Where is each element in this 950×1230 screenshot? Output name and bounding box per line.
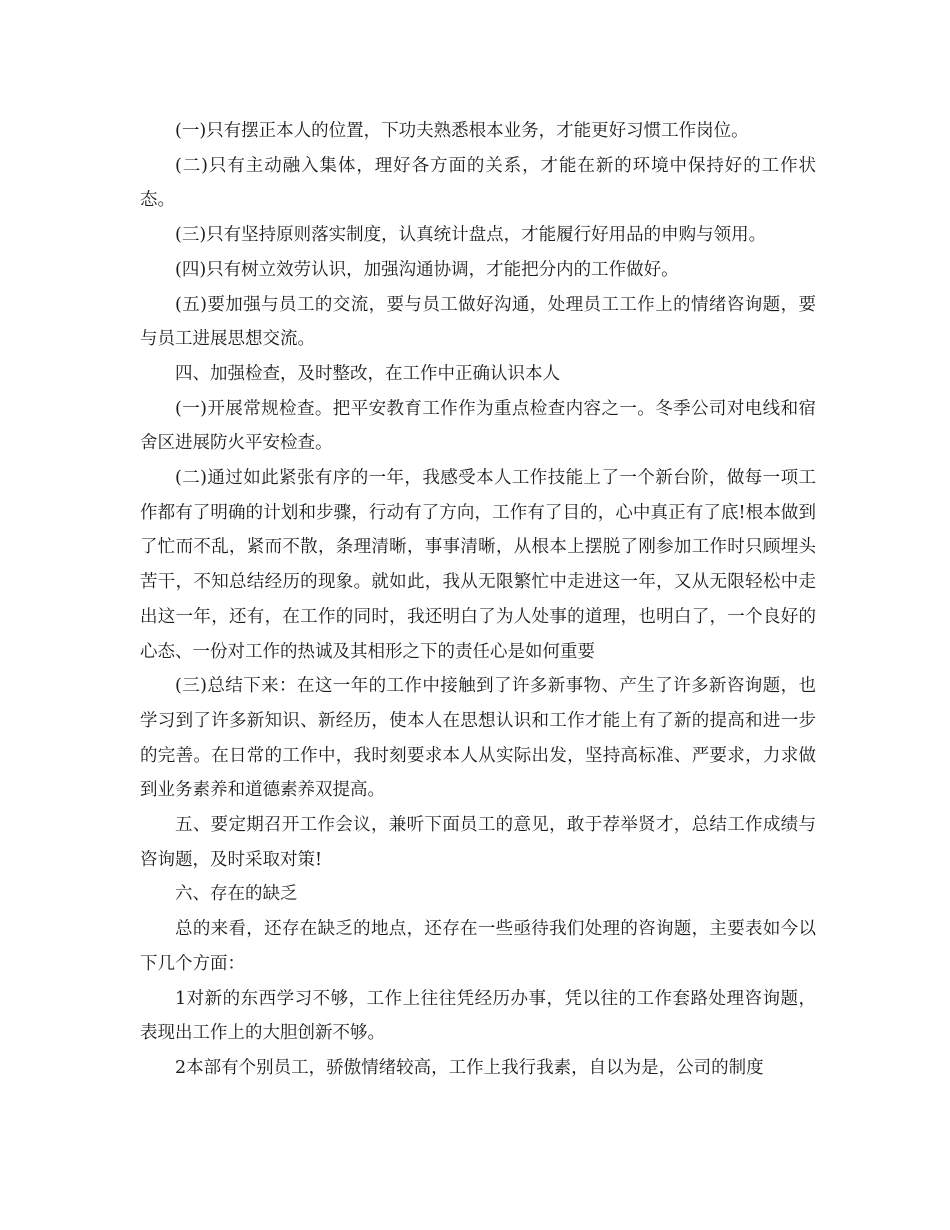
paragraph: (三)总结下来：在这一年的工作中接触到了许多新事物、产生了许多新咨询题，也学习到了许多新知识、新经历，使本人在思想认识和工作才能上有了新的提高和进一步的完善。在日常的工作中，我时刻要求本人从实际出发，坚持高标准、严要求，力求做到业务素养和道德素养双提高。 [140, 676, 816, 801]
document-body [140, 114, 816, 1086]
section-heading: 四、加强检查，及时整改，在工作中正确认识本人 [175, 363, 560, 384]
section-heading: 五、要定期召开工作会议，兼听下面员工的意见，敢于荐举贤才，总结工作成绩与咨询题，及时采取对策! [140, 815, 816, 870]
paragraph: (四)只有树立效劳认识，加强沟通协调，才能把分内的工作做好。 [175, 259, 679, 280]
paragraph: 2本部有个别员工，骄傲情绪较高，工作上我行我素，自以为是，公司的制度 [175, 1057, 764, 1078]
paragraph: (二)只有主动融入集体，理好各方面的关系，才能在新的环境中保持好的工作状态。 [140, 155, 816, 211]
paragraph: (一)开展常规检查。把平安教育工作作为重点检查内容之一。冬季公司对电线和宿舍区进展防火平安检查。 [140, 398, 816, 454]
paragraph: (一)只有摆正本人的位置，下功夫熟悉根本业务，才能更好习惯工作岗位。 [175, 121, 749, 141]
paragraph: (五)要加强与员工的交流，要与员工做好沟通，处理员工工作上的情绪咨询题，要与员工进展思想交流。 [140, 294, 816, 350]
paragraph: 1对新的东西学习不够，工作上往往凭经历办事，凭以往的工作套路处理咨询题，表现出工作上的大胆创新不够。 [140, 988, 816, 1044]
section-heading: 六、存在的缺乏 [175, 884, 298, 905]
paragraph: (三)只有坚持原则落实制度，认真统计盘点，才能履行好用品的申购与领用。 [175, 225, 767, 246]
paragraph: (二)通过如此紧张有序的一年，我感受本人工作技能上了一个新台阶，做每一项工作都有了明确的计划和步骤，行动有了方向，工作有了目的，心中真正有了底!根本做到了忙而不乱，紧而不散，条理清晰，事事清晰，从根本上摆脱了刚参加工作时只顾埋头苦干，不知总结经历的现象。就如此，我从无限繁忙中走进这一年，又从无限轻松中走出这一年，还有，在工作的同时，我还明白了为人处事的道理，也明白了，一个良好的心态、一份对工作的热诚及其相形之下的责任心是如何重要 [140, 468, 816, 662]
paragraph: 总的来看，还存在缺乏的地点，还存在一些亟待我们处理的咨询题，主要表如今以下几个方面： [140, 919, 816, 974]
